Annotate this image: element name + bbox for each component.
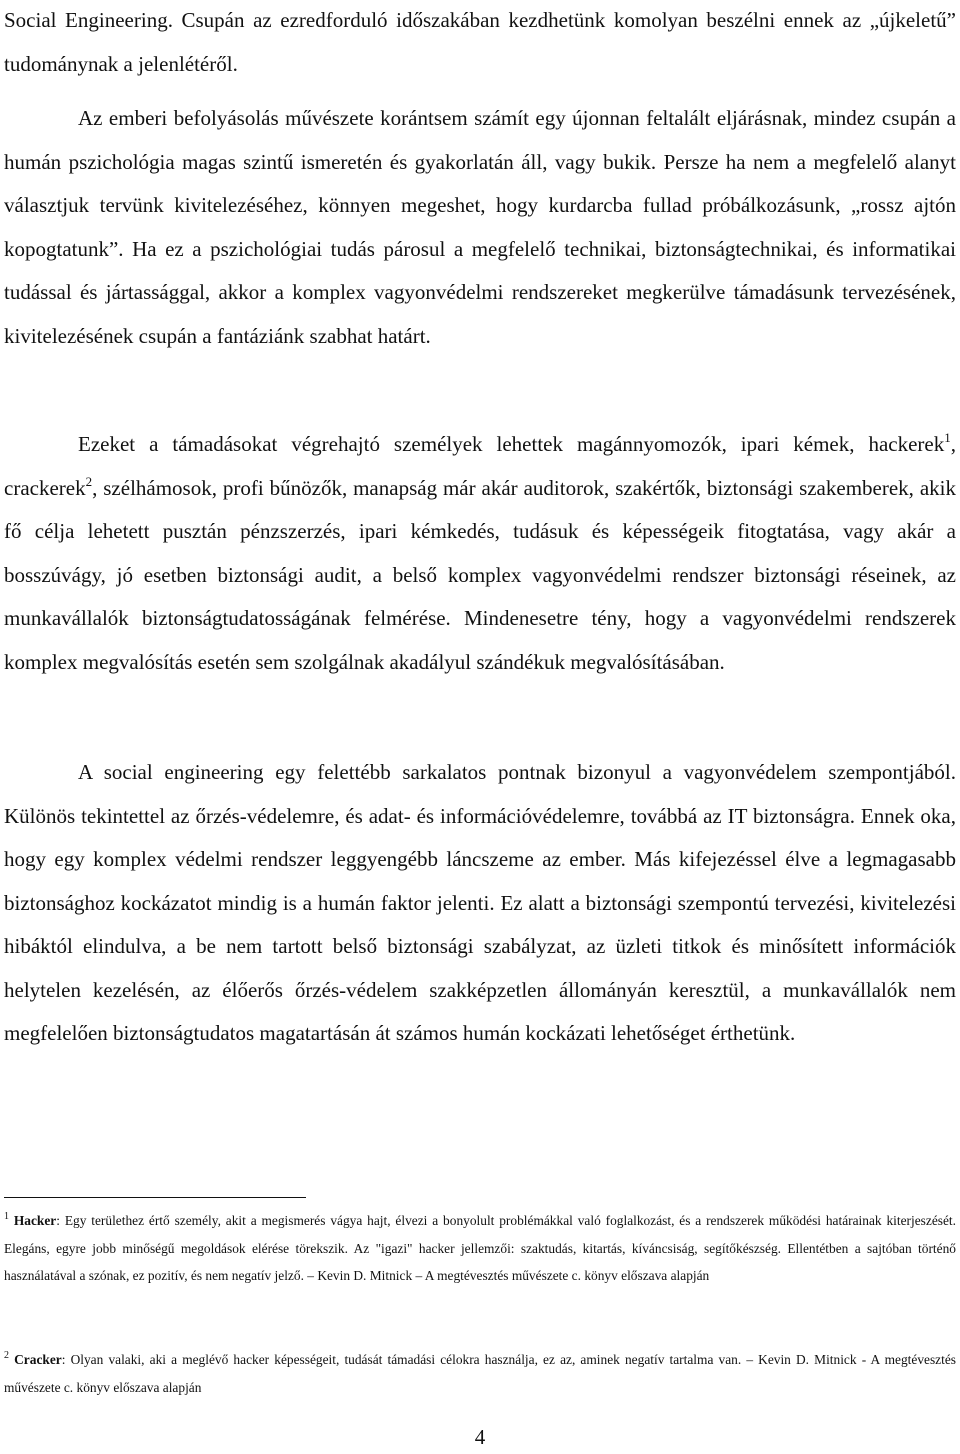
footnote-reference-1[interactable]: 1 xyxy=(944,430,951,445)
paragraph-text-part: Ezeket a támadásokat végrehajtó személyek lehettek magánnyomozók, ipari kémek, hackerek xyxy=(78,432,945,456)
footnote-reference-2[interactable]: 2 xyxy=(85,473,93,489)
footnote-term: Hacker xyxy=(13,1213,57,1228)
footnote-2 xyxy=(4,1346,956,1401)
paragraph-intro-continued: Social Engineering. Csupán az ezredforduló időszakában kezdhetünk komolyan beszélni ennek az „újkeletű” tudománynak a jelenlétéről. xyxy=(4,8,956,76)
footnote-separator xyxy=(4,1197,306,1198)
paragraph-text-part: , crackerek xyxy=(4,432,956,500)
footnote-1 xyxy=(4,1207,956,1290)
paragraph-influence-art: Az emberi befolyásolás művészete korántsem számít egy újonnan feltalált eljárásnak, mindez csupán a humán pszichológia magas szintű ismeretén és gyakorlatán áll, vagy bukik. Persze ha nem a megfelelő alanyt választjuk tervünk kivitelezéséhez, könnyen megeshet, hogy kurdarcba fullad próbálkozásunk, „rossz ajtón kopogtatunk”. Ha ez a pszichológiai tudás párosul a megfelelő technikai, biztonságtechnikai, és informatikai tudással és jártassággal, akkor a komplex vagyonvédelmi rendszereket megkerülve támadásunk tervezésének, kivitelezésének csupán a fantáziánk szabhat határt. xyxy=(4,106,956,348)
footnote-text: : Egy területhez értő személy, akit a megismerés vágya hajt, élvezi a bonyolult problémákkal való foglalkozást, és a rendszerek működési határainak kiterjeszését. Elegáns, egyre jobb minőségű megoldások elérése törekszik. Az "igazi" hacker jellemzői: szaktudás, kitartás, kíváncsiság, segítőkészség. Ellentétben a sajtóban történő használatával a szónak, ez pozitív, és nem negatív jelző. – Kevin D. Mitnick – A megtévesztés művészete c. könyv előszava alapján xyxy=(4,1213,956,1283)
paragraph-social-engineering-importance: A social engineering egy felettébb sarkalatos pontnak bizonyul a vagyonvédelem szempontjából. Különös tekintettel az őrzés-védelemre, és adat- és információvédelemre, továbbá az IT biztonságra. Ennek oka, hogy egy komplex védelmi rendszer leggyengébb láncszeme az ember. Más kifejezéssel élve a legmagasabb biztonsághoz kockázatot mindig is a humán faktor jelenti. Ez alatt a biztonsági szempontú tervezési, kivitelezési hibáktól elindulva, a be nem tartott belső biztonsági szabályzat, az üzleti titkok és minősített információk helytelen kezelésén, az élőerős őrzés-védelem szakképzetlen állományán keresztül, a munkavállalók nem megfelelően biztonságtudatos magatartásán át számos humán kockázati lehetőséget érthetünk. xyxy=(4,760,956,1045)
footnote-term: Cracker xyxy=(14,1352,62,1367)
paragraph-text-part: , szélhámosok, profi bűnözők, manapság már akár auditorok, szakértők, biztonsági szakemberek, akik fő célja lehetett pusztán pénzszerzés, ipari kémkedés, tudásuk és képességeik fitogtatása, vagy akár a bosszúvágy, jó esetben biztonsági audit, a belső komplex vagyonvédelmi rendszer biztonsági réseinek, az munkavállalók biztonságtudatosságának felmérése. Mindenesetre tény, hogy a vagyonvédelmi rendszerek komplex megvalósítás esetén sem szolgálnak akadályul szándékuk megvalósításában. xyxy=(4,475,956,674)
page-number: 4 xyxy=(474,1425,486,1449)
footnote-number: 1 xyxy=(4,1211,9,1222)
paragraph-attackers xyxy=(4,423,956,684)
footnote-number: 2 xyxy=(4,1350,9,1361)
footnote-text: : Olyan valaki, aki a meglévő hacker képességeit, tudását támadási célokra használja, ez az, aminek negatív tartalma van. – Kevin D. Mitnick - A megtévesztés művészete c. könyv előszava alapján xyxy=(4,1352,956,1395)
